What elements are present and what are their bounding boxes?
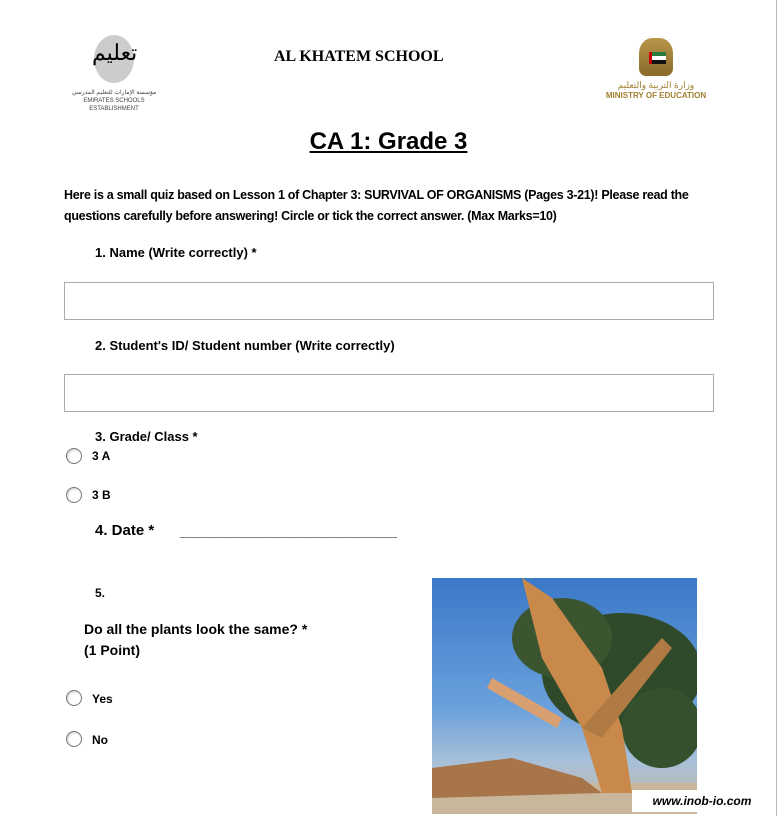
- tree-photo: [432, 578, 697, 814]
- ministry-logo: [588, 38, 724, 104]
- logo-subtitle-en: EMIRATES SCHOOLS ESTABLISHMENT: [83, 98, 145, 112]
- radio-no[interactable]: [66, 731, 82, 747]
- option-3a: 3 A: [92, 449, 111, 463]
- q5-number: 5.: [95, 586, 106, 600]
- q5-points: (1 Point): [84, 642, 140, 658]
- radio-3b[interactable]: [66, 487, 82, 503]
- q5-text: Do all the plants look the same? *: [84, 621, 308, 637]
- page-title: CA 1: Grade 3: [309, 128, 468, 155]
- option-3b: 3 B: [92, 488, 111, 502]
- logo-arabic: تعليم: [92, 41, 138, 66]
- radio-yes[interactable]: [66, 690, 82, 706]
- emirates-schools-logo: [60, 35, 168, 112]
- date-blank[interactable]: ______________________________: [180, 524, 397, 539]
- ministry-english: MINISTRY OF EDUCATION: [605, 91, 707, 100]
- q4-label: 4. Date *: [95, 522, 155, 539]
- q2-label: 2. Student's ID/ Student number (Write correctly): [95, 338, 395, 353]
- logo-subtitle-ar: مؤسسة الإمارات للتعليم المدرسي: [71, 90, 157, 96]
- option-no: No: [92, 733, 108, 747]
- intro-text: Here is a small quiz based on Lesson 1 of Chapter 3: SURVIVAL OF ORGANISMS (Pages 3-21)! Please read the questions carefully before answering! Circle or tick the correct answer. (Max Marks=10): [64, 188, 689, 223]
- q1-label: 1. Name (Write correctly) *: [95, 245, 257, 260]
- radio-3a[interactable]: [66, 448, 82, 464]
- name-input[interactable]: [64, 282, 714, 320]
- student-id-input[interactable]: [64, 374, 714, 412]
- watermark: www.inob-io.com: [632, 790, 772, 812]
- uae-emblem-icon: [639, 38, 673, 76]
- q3-label: 3. Grade/ Class *: [95, 429, 198, 444]
- ministry-arabic: وزارة التربية والتعليم: [617, 80, 695, 90]
- option-yes: Yes: [92, 692, 113, 706]
- school-name: AL KHATEM SCHOOL: [274, 48, 444, 65]
